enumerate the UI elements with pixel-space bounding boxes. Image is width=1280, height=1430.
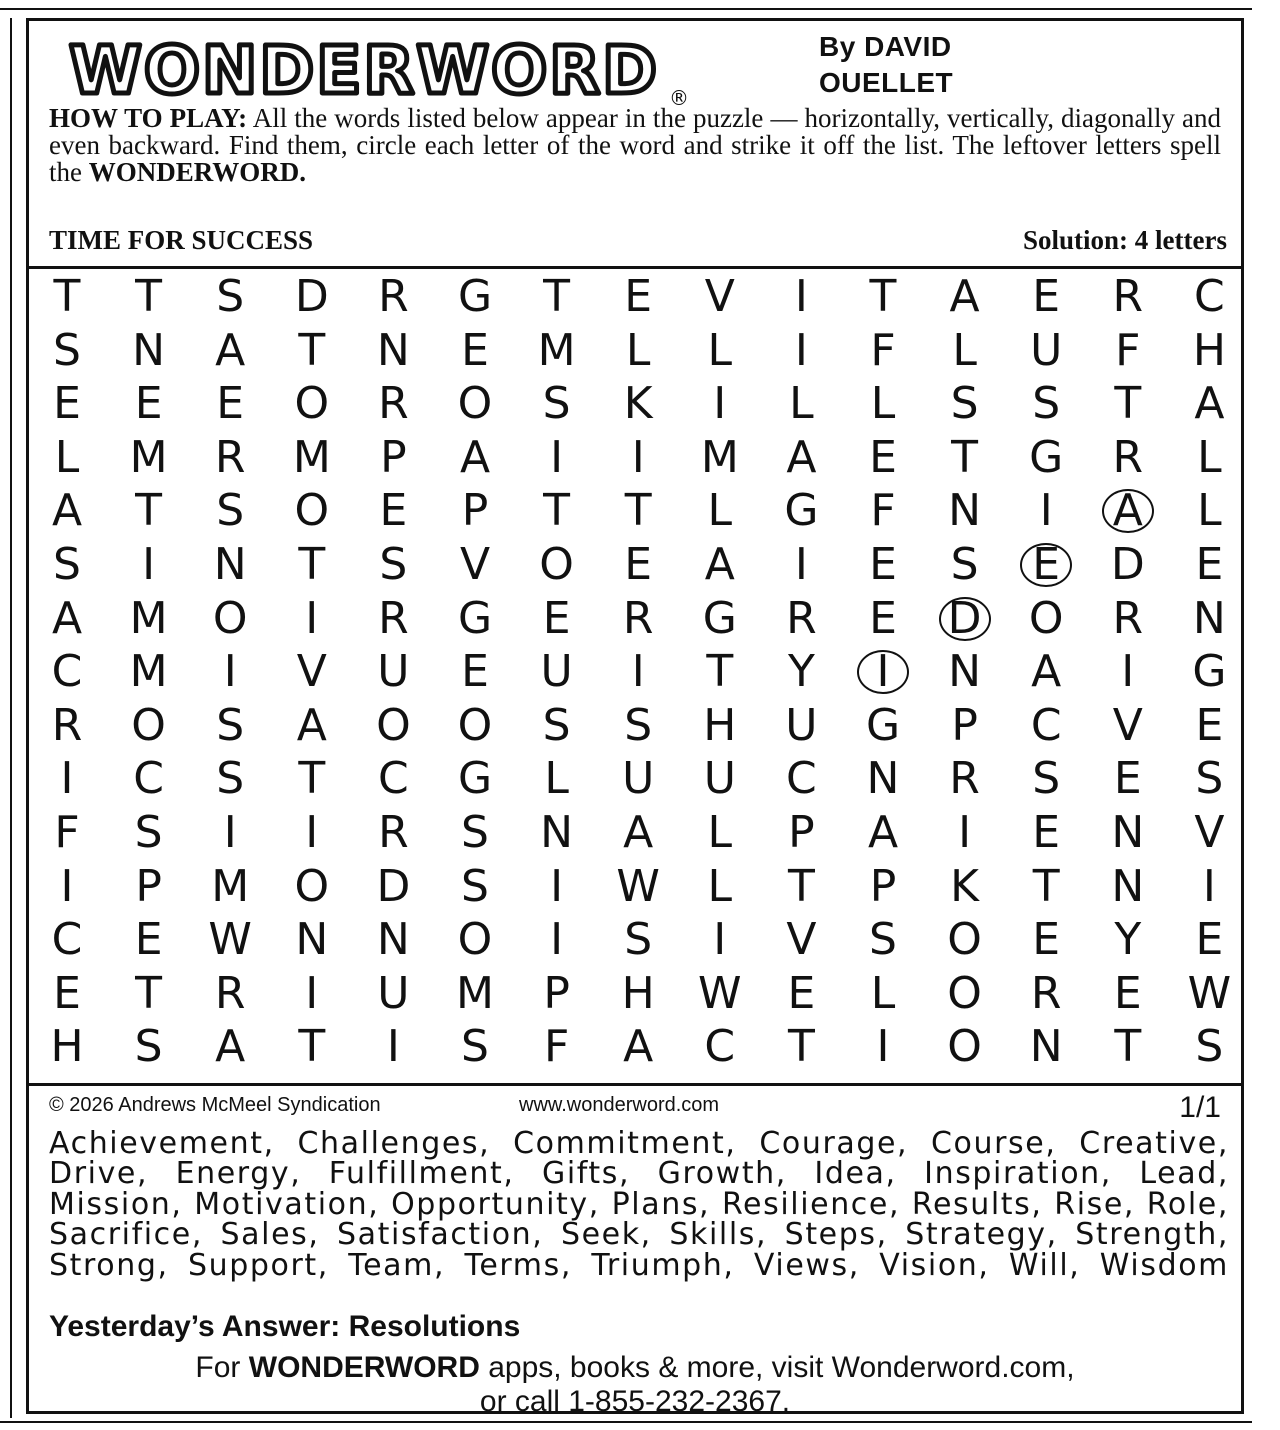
grid-letter[interactable]: H <box>50 1021 84 1073</box>
how-to-play-text: All the words listed below appear in the puzzle — horizontally, vertically, diagonally and even backward. Find them, circle each letter of the word and strike it off the list. The leftover letters spell the <box>49 103 1221 187</box>
grid-letter[interactable]: V <box>786 914 817 966</box>
grid-letter[interactable]: O <box>131 699 166 751</box>
grid-letter[interactable]: O <box>294 378 330 430</box>
byline-line-2: OUELLET <box>819 67 954 98</box>
grid-letter[interactable]: M <box>211 860 250 912</box>
grid-letter[interactable]: A <box>786 431 817 483</box>
grid-letter[interactable]: L <box>870 378 896 430</box>
grid-letter[interactable]: E <box>1195 539 1224 590</box>
grid-letter[interactable]: C <box>133 753 164 805</box>
grid-letter[interactable]: E <box>787 967 816 1019</box>
grid-letter[interactable]: T <box>135 271 163 322</box>
grid-letter[interactable]: I <box>794 271 808 322</box>
promo <box>29 1351 1241 1419</box>
promo-prefix: For <box>195 1351 241 1384</box>
grid-letter[interactable]: E <box>869 592 897 644</box>
grid-letter[interactable]: P <box>951 699 978 751</box>
grid-letter[interactable]: E <box>134 914 163 966</box>
grid-letter[interactable]: Y <box>787 646 815 698</box>
grid-letter[interactable]: E <box>461 324 489 376</box>
grid-letter[interactable]: A <box>623 1021 654 1073</box>
grid-letter[interactable]: C <box>786 753 817 805</box>
grid-letter[interactable]: U <box>703 753 736 805</box>
grid-letter[interactable]: N <box>1111 860 1145 912</box>
grid-letter[interactable]: F <box>54 807 80 858</box>
promo-brand: WONDERWORD <box>248 1351 480 1384</box>
grid-letter[interactable]: T <box>298 753 326 805</box>
grid-letter[interactable]: E <box>1195 914 1224 966</box>
grid-letter[interactable]: T <box>53 271 81 322</box>
grid-letter[interactable]: T <box>624 485 652 537</box>
grid-letter[interactable]: R <box>214 967 246 1019</box>
grid-letter[interactable]: T <box>135 485 163 537</box>
grid-letter[interactable]: I <box>1039 485 1053 537</box>
grid-letter[interactable]: G <box>1192 646 1227 698</box>
grid-letter[interactable]: I <box>550 860 564 912</box>
promo-line-1 <box>29 1351 1241 1385</box>
grid-letter[interactable]: S <box>134 1021 163 1073</box>
grid-letter[interactable]: I <box>223 807 237 858</box>
grid-letter[interactable]: N <box>376 324 410 376</box>
grid-letter[interactable]: M <box>129 592 168 644</box>
grid-letter[interactable]: S <box>216 271 245 322</box>
grid-letter[interactable]: R <box>1112 271 1144 322</box>
grid-letter[interactable]: A <box>296 699 327 751</box>
grid-letter[interactable]: N <box>948 646 982 698</box>
grid-letter[interactable]: A <box>215 1021 246 1073</box>
grid-letter[interactable]: C <box>704 1021 736 1073</box>
grid-letter[interactable]: S <box>1195 1021 1224 1073</box>
byline <box>819 29 1079 101</box>
grid-letter[interactable]: R <box>378 378 409 430</box>
grid-letter[interactable]: O <box>457 914 493 966</box>
grid-letter[interactable]: T <box>787 860 815 912</box>
grid-letter[interactable]: G <box>784 485 819 537</box>
grid-divider <box>29 1083 1241 1086</box>
grid-letter[interactable]: L <box>707 485 733 537</box>
grid-letter[interactable]: U <box>540 646 573 698</box>
grid-letter[interactable]: S <box>542 699 571 751</box>
grid-letter[interactable]: I <box>794 539 808 590</box>
grid-letter[interactable]: U <box>377 646 410 698</box>
grid-letter[interactable]: R <box>786 592 817 644</box>
grid-letter[interactable]: C <box>51 646 83 698</box>
grid-letter[interactable]: M <box>292 431 331 483</box>
page-number: 1/1 <box>1179 1091 1221 1124</box>
how-to-play-label: HOW TO PLAY: <box>49 103 248 133</box>
grid-letter[interactable]: E <box>1032 271 1061 322</box>
grid-letter[interactable]: S <box>134 807 163 858</box>
grid-letter[interactable]: G <box>1029 431 1064 483</box>
grid-letter[interactable]: S <box>216 485 245 537</box>
grid-letter[interactable]: R <box>378 592 409 644</box>
grid-letter[interactable]: S <box>869 914 897 966</box>
grid-letter[interactable]: O <box>294 860 330 912</box>
grid-letter[interactable]: S <box>624 914 653 966</box>
grid-letter[interactable]: T <box>951 431 979 483</box>
grid-letter[interactable]: S <box>379 539 408 590</box>
grid-letter[interactable]: S <box>216 753 245 805</box>
left-rule <box>10 18 12 1418</box>
grid-letter[interactable]: I <box>631 646 645 698</box>
grid-letter[interactable]: K <box>950 860 980 912</box>
grid-letter[interactable]: F <box>870 485 896 537</box>
letter-grid <box>29 273 1241 1083</box>
grid-letter[interactable]: F <box>543 1021 570 1073</box>
grid-letter[interactable]: L <box>870 967 896 1019</box>
grid-letter[interactable]: S <box>950 539 979 590</box>
grid-letter[interactable]: O <box>539 539 574 590</box>
grid-letter[interactable]: I <box>550 914 564 966</box>
grid-letter[interactable]: E <box>134 378 163 430</box>
grid-letter[interactable]: T <box>543 271 571 322</box>
grid-letter[interactable]: A <box>949 271 980 322</box>
grid-letter[interactable]: I <box>1202 860 1216 912</box>
grid-letter[interactable]: P <box>380 431 407 483</box>
grid-letter[interactable]: I <box>223 646 237 698</box>
grid-letter[interactable]: I <box>305 807 319 858</box>
grid-letter[interactable]: E <box>1113 753 1142 805</box>
grid-letter[interactable]: A <box>459 431 491 483</box>
grid-letter[interactable]: S <box>216 699 245 751</box>
grid-letter[interactable]: O <box>294 485 330 537</box>
grid-letter[interactable]: N <box>1111 807 1145 858</box>
grid-letter[interactable]: L <box>789 378 814 430</box>
grid-letter[interactable]: P <box>543 967 570 1019</box>
grid-letter[interactable]: W <box>698 967 742 1019</box>
grid-letter[interactable]: U <box>622 753 655 805</box>
grid-letter[interactable]: U <box>377 967 410 1019</box>
grid-letter[interactable]: T <box>298 539 326 590</box>
grid-letter[interactable]: A <box>1194 378 1225 430</box>
grid-letter[interactable]: D <box>1110 539 1145 590</box>
solution-length: Solution: 4 letters <box>1023 225 1227 255</box>
grid-letter[interactable]: S <box>53 539 81 590</box>
grid-letter[interactable]: S <box>542 378 571 430</box>
grid-letter[interactable]: O <box>947 967 982 1019</box>
grid-letter[interactable]: I <box>142 539 156 590</box>
copyright: © 2026 Andrews McMeel Syndication <box>49 1094 381 1116</box>
grid-letter[interactable]: R <box>214 431 246 483</box>
grid-letter[interactable]: T <box>1032 860 1060 912</box>
grid-letter[interactable]: N <box>540 807 574 858</box>
grid-letter[interactable]: L <box>625 324 651 376</box>
grid-letter[interactable]: V <box>704 271 735 322</box>
grid-letter[interactable]: N <box>376 914 410 966</box>
grid-letter[interactable]: C <box>1194 271 1225 322</box>
grid-letter[interactable]: I <box>60 860 74 912</box>
grid-letter[interactable]: R <box>1112 431 1144 483</box>
grid-letter[interactable]: E <box>1032 539 1061 590</box>
byline-line-1: By DAVID <box>819 31 952 62</box>
grid-letter[interactable]: I <box>305 967 319 1019</box>
grid-letter[interactable]: N <box>295 914 329 966</box>
how-to-play-tail: WONDERWORD. <box>88 157 307 187</box>
grid-letter[interactable]: U <box>1030 324 1063 376</box>
grid-letter[interactable]: S <box>53 324 81 376</box>
header-divider <box>29 266 1241 269</box>
grid-letter[interactable]: E <box>624 271 653 322</box>
grid-letter[interactable]: A <box>51 485 83 537</box>
grid-letter[interactable]: P <box>461 485 489 537</box>
grid-letter[interactable]: A <box>215 324 246 376</box>
grid-letter[interactable]: L <box>544 753 569 805</box>
grid-letter[interactable]: E <box>53 378 81 430</box>
grid-letter[interactable]: O <box>947 1021 982 1073</box>
word-list: Achievement, Challenges, Commitment, Courage, Course, Creative, Drive, Energy, Fulfillment, Gifts, Growth, Idea, Inspiration, Lead, Mission, Motivation, Opportunity, Plans, Resilience, Results, Rise, Role, Sacrifice, Sales, Satisfaction, Seek, Skills, Steps, Strategy, Strength, Strong, Support, Team, Terms, Triumph, Views, Vision, Will, Wisdom <box>49 1126 1229 1283</box>
grid-letter[interactable]: W <box>1187 967 1232 1019</box>
grid-letter[interactable]: K <box>623 378 653 430</box>
grid-letter[interactable]: W <box>208 914 252 966</box>
grid-letter[interactable]: I <box>713 378 727 430</box>
grid-letter[interactable]: E <box>216 378 245 430</box>
grid-letter[interactable]: T <box>869 271 897 322</box>
grid-letter[interactable]: O <box>1028 592 1064 644</box>
grid-letter[interactable]: E <box>53 967 81 1019</box>
grid-letter[interactable]: I <box>794 324 808 376</box>
grid-letter[interactable]: O <box>212 592 248 644</box>
grid-letter[interactable]: M <box>456 967 494 1019</box>
grid-letter[interactable]: T <box>135 967 163 1019</box>
grid-letter[interactable]: O <box>947 914 982 966</box>
grid-letter[interactable]: M <box>700 431 739 483</box>
grid-letter[interactable]: V <box>1194 807 1225 858</box>
grid-letter[interactable]: M <box>537 324 576 376</box>
bottom-rule <box>0 1421 1252 1423</box>
grid-letter[interactable]: V <box>296 646 327 698</box>
grid-letter[interactable]: I <box>876 1021 890 1073</box>
grid-letter[interactable]: T <box>543 485 571 537</box>
grid-letter[interactable]: I <box>958 807 972 858</box>
grid-letter[interactable]: N <box>132 324 166 376</box>
puzzle-theme: TIME FOR SUCCESS <box>49 225 314 255</box>
grid-letter[interactable]: F <box>1115 324 1141 376</box>
wonderword-logo <box>65 31 705 111</box>
grid-letter[interactable]: S <box>624 699 653 751</box>
grid-letter[interactable]: T <box>298 1021 326 1073</box>
grid-letter[interactable]: E <box>624 539 653 590</box>
grid-letter[interactable]: C <box>378 753 409 805</box>
grid-letter[interactable]: H <box>703 699 737 751</box>
grid-letter[interactable]: N <box>1029 1021 1063 1073</box>
grid-letter[interactable]: O <box>457 378 493 430</box>
grid-letter[interactable]: S <box>461 1021 489 1073</box>
logo-text: WONDERWORD <box>69 32 659 109</box>
grid-letter[interactable]: A <box>1112 485 1143 537</box>
grid-letter[interactable]: T <box>1114 1021 1142 1073</box>
website-url: www.wonderword.com <box>519 1094 720 1116</box>
grid-letter[interactable]: I <box>550 431 564 483</box>
grid-letter[interactable]: T <box>298 324 326 376</box>
grid-letter[interactable]: P <box>869 860 897 912</box>
promo-line-2: or call 1-855-232-2367. <box>479 1385 791 1418</box>
grid-letter[interactable]: I <box>1121 646 1135 698</box>
grid-letter[interactable]: I <box>631 431 645 483</box>
grid-letter[interactable]: G <box>457 271 493 322</box>
grid-letter[interactable]: R <box>1030 967 1062 1019</box>
grid-letter[interactable]: O <box>376 699 411 751</box>
grid-letter[interactable]: N <box>866 753 900 805</box>
grid-letter[interactable]: V <box>459 539 491 590</box>
top-rule <box>0 8 1252 10</box>
grid-letter[interactable]: L <box>1197 485 1222 537</box>
grid-letter[interactable]: I <box>876 646 890 698</box>
grid-letter[interactable]: A <box>1031 646 1062 698</box>
grid-letter[interactable]: F <box>870 324 896 376</box>
grid-letter[interactable]: E <box>1032 914 1061 966</box>
grid-letter[interactable]: E <box>1032 807 1061 858</box>
grid-letter[interactable]: A <box>623 807 654 858</box>
grid-letter[interactable]: S <box>461 807 489 858</box>
grid-letter[interactable]: R <box>622 592 654 644</box>
grid-letter[interactable]: D <box>294 271 329 322</box>
grid-letter[interactable]: P <box>135 860 162 912</box>
grid-letter[interactable]: T <box>706 646 734 698</box>
grid-letter[interactable]: A <box>51 592 83 644</box>
grid-letter[interactable]: E <box>1113 967 1142 1019</box>
grid-letter[interactable]: A <box>704 539 735 590</box>
grid-letter[interactable]: D <box>947 592 982 644</box>
grid-letter[interactable]: E <box>869 539 897 590</box>
grid-letter[interactable]: R <box>1112 592 1144 644</box>
grid-letter[interactable]: S <box>461 860 489 912</box>
grid-letter[interactable]: N <box>1192 592 1226 644</box>
grid-letter[interactable]: H <box>1192 324 1226 376</box>
grid-letter[interactable]: A <box>867 807 899 858</box>
grid-letter[interactable]: G <box>457 753 493 805</box>
how-to-play <box>49 105 1221 186</box>
grid-letter[interactable]: E <box>1195 699 1224 751</box>
grid-letter[interactable]: E <box>461 646 489 698</box>
grid-letter[interactable]: Y <box>1114 914 1142 966</box>
grid-letter[interactable]: E <box>379 485 408 537</box>
grid-letter[interactable]: C <box>51 914 83 966</box>
grid-letter[interactable]: L <box>952 324 977 376</box>
grid-letter[interactable]: R <box>378 807 409 858</box>
promo-rest: apps, books & more, visit Wonderword.com, <box>488 1351 1075 1384</box>
grid-letter[interactable]: T <box>787 1021 815 1073</box>
grid-letter[interactable]: R <box>949 753 980 805</box>
grid-letter[interactable]: N <box>213 539 247 590</box>
grid-letter[interactable]: C <box>1030 699 1062 751</box>
grid-letter[interactable]: L <box>1197 431 1222 483</box>
grid-letter[interactable]: S <box>1195 753 1224 805</box>
grid-letter[interactable]: D <box>376 860 411 912</box>
grid-letter[interactable]: N <box>948 485 982 537</box>
grid-letter[interactable]: P <box>788 807 815 858</box>
grid-letter[interactable]: L <box>707 860 733 912</box>
grid-letter[interactable]: S <box>1032 378 1061 430</box>
grid-letter[interactable]: L <box>707 324 733 376</box>
grid-letter[interactable]: E <box>869 431 897 483</box>
grid-letter[interactable]: L <box>54 431 80 483</box>
grid-letter[interactable]: O <box>457 699 493 751</box>
grid-letter[interactable]: W <box>616 860 660 912</box>
grid-letter[interactable]: I <box>713 914 727 966</box>
grid-letter[interactable]: H <box>621 967 655 1019</box>
grid-letter[interactable]: I <box>305 592 319 644</box>
grid-letter[interactable]: G <box>702 592 737 644</box>
grid-letter[interactable]: U <box>785 699 818 751</box>
yesterdays-answer: Yesterday’s Answer: Resolutions <box>49 1310 521 1343</box>
puzzle-frame <box>26 18 1244 1418</box>
grid-letter[interactable]: S <box>1032 753 1061 805</box>
grid-letter[interactable]: L <box>707 807 733 858</box>
grid-letter[interactable]: G <box>865 699 901 751</box>
grid-letter[interactable]: T <box>1114 378 1142 430</box>
grid-letter[interactable]: M <box>129 431 168 483</box>
grid-letter[interactable]: I <box>386 1021 400 1073</box>
grid-letter[interactable]: R <box>51 699 83 751</box>
grid-letter[interactable]: I <box>60 753 74 805</box>
grid-letter[interactable]: V <box>1112 699 1143 751</box>
registered-mark: ® <box>669 86 689 110</box>
grid-letter[interactable]: R <box>378 271 409 322</box>
grid-letter[interactable]: G <box>457 592 493 644</box>
grid-letter[interactable]: S <box>950 378 979 430</box>
grid-letter[interactable]: M <box>129 646 168 698</box>
grid-letter[interactable]: E <box>542 592 571 644</box>
